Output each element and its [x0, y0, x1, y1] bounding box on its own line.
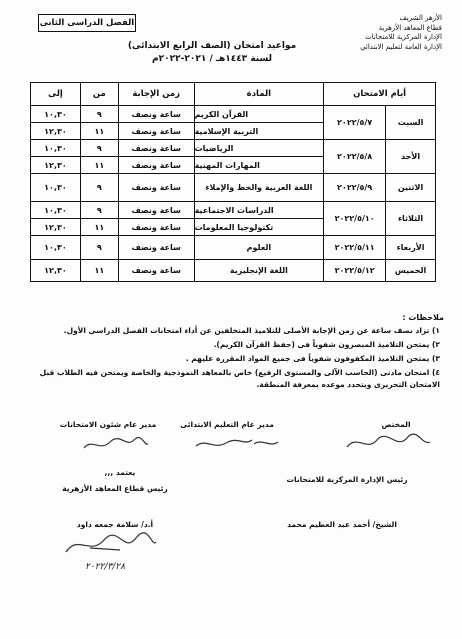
to-time: ١٠,٣٠: [44, 143, 67, 153]
subject: اللغة العربية والخط والإملاء: [194, 174, 324, 202]
exams-director-signature: [80, 434, 150, 454]
subject: المهارات المهنية: [195, 156, 324, 173]
subject: التربية الإسلامية: [195, 122, 324, 139]
date-cell: ٢٠٢٢/٥/١٠: [324, 202, 386, 236]
exams-director-title: مدير عام شئون الامتحانات: [59, 420, 157, 429]
table-header-row: [31, 83, 436, 106]
notes-heading: ملاحظات :: [402, 313, 444, 322]
document-title: [122, 40, 302, 66]
duration-cell: [118, 140, 194, 174]
subject: القرآن الكريم: [194, 109, 249, 119]
duration: ساعة ونصف: [131, 143, 181, 153]
table-row: [31, 174, 436, 202]
table-row: [31, 140, 436, 174]
exam-schedule-table: [30, 82, 436, 282]
to-time: ١٠,٣٠: [31, 174, 81, 202]
organization-header: [292, 14, 442, 52]
note-item: ٣) يمتحن التلاميذ المكفوفون شفوياً فى جميع المواد المقررة عليهم .: [185, 354, 440, 363]
from-cell: [80, 202, 118, 236]
table-row: [31, 260, 436, 282]
from-time: ١١: [81, 218, 118, 235]
date-cell: ٢٠٢٢/٥/٩: [324, 174, 386, 202]
duration: ساعة ونصف: [118, 174, 194, 202]
from-cell: [80, 140, 118, 174]
to-cell: [31, 106, 81, 140]
from-time: ٩: [96, 109, 102, 119]
day-cell: الأربعاء: [386, 236, 436, 260]
primary-director-signature: [192, 434, 282, 452]
primary-director-title: مدير عام التعليم الابتدائى: [180, 420, 274, 429]
subject: الدراسات الاجتماعية: [194, 205, 274, 215]
title-line-1: مواعيد امتحان (الصف الرابع الابتدائى): [127, 41, 297, 51]
to-time: ١٠,٣٠: [44, 109, 67, 119]
duration-cell: [118, 202, 194, 236]
header-subject: المادة: [194, 83, 324, 106]
note-item: ١) تزاد نصف ساعة عن زمن الإجابة الأصلى للتلاميذ المتخلفين عن أداء امتحانات الفصل الدراسى الأول.: [63, 326, 440, 335]
from-time: ٩: [80, 236, 118, 260]
duration: ساعة ونصف: [119, 156, 194, 173]
to-time: ١٢,٣٠: [31, 156, 80, 173]
header-duration: زمن الإجابة: [118, 83, 194, 106]
handwritten-date: ٢٠٢٢/٣/٢٨: [85, 562, 125, 572]
from-time: ١١: [80, 260, 118, 282]
subject-cell: [194, 106, 324, 140]
org-line: الإدارة المركزية للامتحانات: [365, 33, 442, 41]
table-row: [31, 202, 436, 236]
date-cell: ٢٠٢٢/٥/١٢: [324, 260, 386, 282]
header-from: من: [80, 83, 118, 106]
subject: تكنولوجيا المعلومات: [195, 218, 324, 235]
to-time: ١٠,٣٠: [31, 236, 81, 260]
title-line-2: لسنة ١٤٤٣هـ / ٢٠٢١-٢٠٢٢م: [152, 54, 272, 64]
duration: ساعة ونصف: [131, 109, 181, 119]
approval-label: يعتمد ,,,: [104, 468, 136, 477]
org-line: الإدارة العامة لتعليم الابتدائي: [360, 42, 442, 51]
note-item: ٤) امتحان مادتى (الحاسب الآلى والمستوى الرفيع) خاص بالمعاهد النموذجية والخاصة ويمتحن فيه الطلاب قبل الامتحان التحريرى ويتحدد موعده بمعرفة المنطقة.: [39, 368, 440, 389]
subject-cell: [194, 140, 324, 174]
table-row: [31, 106, 436, 140]
day-cell: الأحد: [386, 140, 436, 174]
org-line: الأزهر الشريف: [399, 14, 442, 22]
day-cell: الثلاثاء: [386, 202, 436, 236]
semester-box: الفصل الدراسى الثانى: [38, 14, 136, 32]
to-time: ١٠,٣٠: [44, 205, 67, 215]
subject: الرياضيات: [194, 143, 234, 153]
duration-cell: [118, 106, 194, 140]
day-cell: الخميس: [386, 260, 436, 282]
from-time: ٩: [96, 205, 102, 215]
duration: ساعة ونصف: [118, 236, 194, 260]
to-time: ١٢,٣٠: [31, 260, 81, 282]
to-cell: [31, 140, 81, 174]
day-cell: الاثنين: [386, 174, 436, 202]
from-time: ٩: [96, 143, 102, 153]
header-days: أيام الامتحان: [324, 83, 436, 106]
date-cell: ٢٠٢٢/٥/٧: [324, 106, 386, 140]
duration: ساعة ونصف: [131, 205, 181, 215]
date-cell: ٢٠٢٢/٥/١١: [324, 236, 386, 260]
duration: ساعة ونصف: [119, 122, 194, 139]
to-cell: [31, 202, 81, 236]
table-row: [31, 236, 436, 260]
sheikh-name: الشيخ/ أحمد عبد العظيم محمد: [287, 520, 397, 529]
sector-head-title: رئيس قطاع المعاهد الأزهرية: [62, 484, 168, 493]
from-cell: [80, 106, 118, 140]
from-time: ٩: [80, 174, 118, 202]
subject: العلوم: [194, 236, 324, 260]
central-admin-head-title: رئيس الإدارة المركزية للامتحانات: [286, 475, 408, 484]
sector-head-signature: [60, 530, 160, 560]
specialist-signature: [342, 432, 432, 454]
doctor-name: أ.د/ سلامة جمعه داود: [76, 520, 154, 529]
day-cell: السبت: [386, 106, 436, 140]
duration: ساعة ونصف: [118, 260, 194, 282]
date-cell: ٢٠٢٢/٥/٨: [324, 140, 386, 174]
specialist-title: المختص: [381, 420, 411, 429]
subject-cell: [194, 202, 324, 236]
from-time: ١١: [81, 156, 118, 173]
header-to: إلى: [31, 83, 81, 106]
to-time: ١٢,٣٠: [31, 218, 80, 235]
subject: اللغة الإنجليزية: [194, 260, 324, 282]
org-line: قطاع المعاهد الأزهرية: [378, 23, 442, 32]
duration: ساعة ونصف: [119, 218, 194, 235]
to-time: ١٢,٣٠: [31, 122, 80, 139]
from-time: ١١: [81, 122, 118, 139]
notes-list: [25, 325, 440, 393]
note-item: ٢) يمتحن التلاميذ المبصرون شفوياً فى (حفظ القرآن الكريم).: [213, 340, 440, 349]
